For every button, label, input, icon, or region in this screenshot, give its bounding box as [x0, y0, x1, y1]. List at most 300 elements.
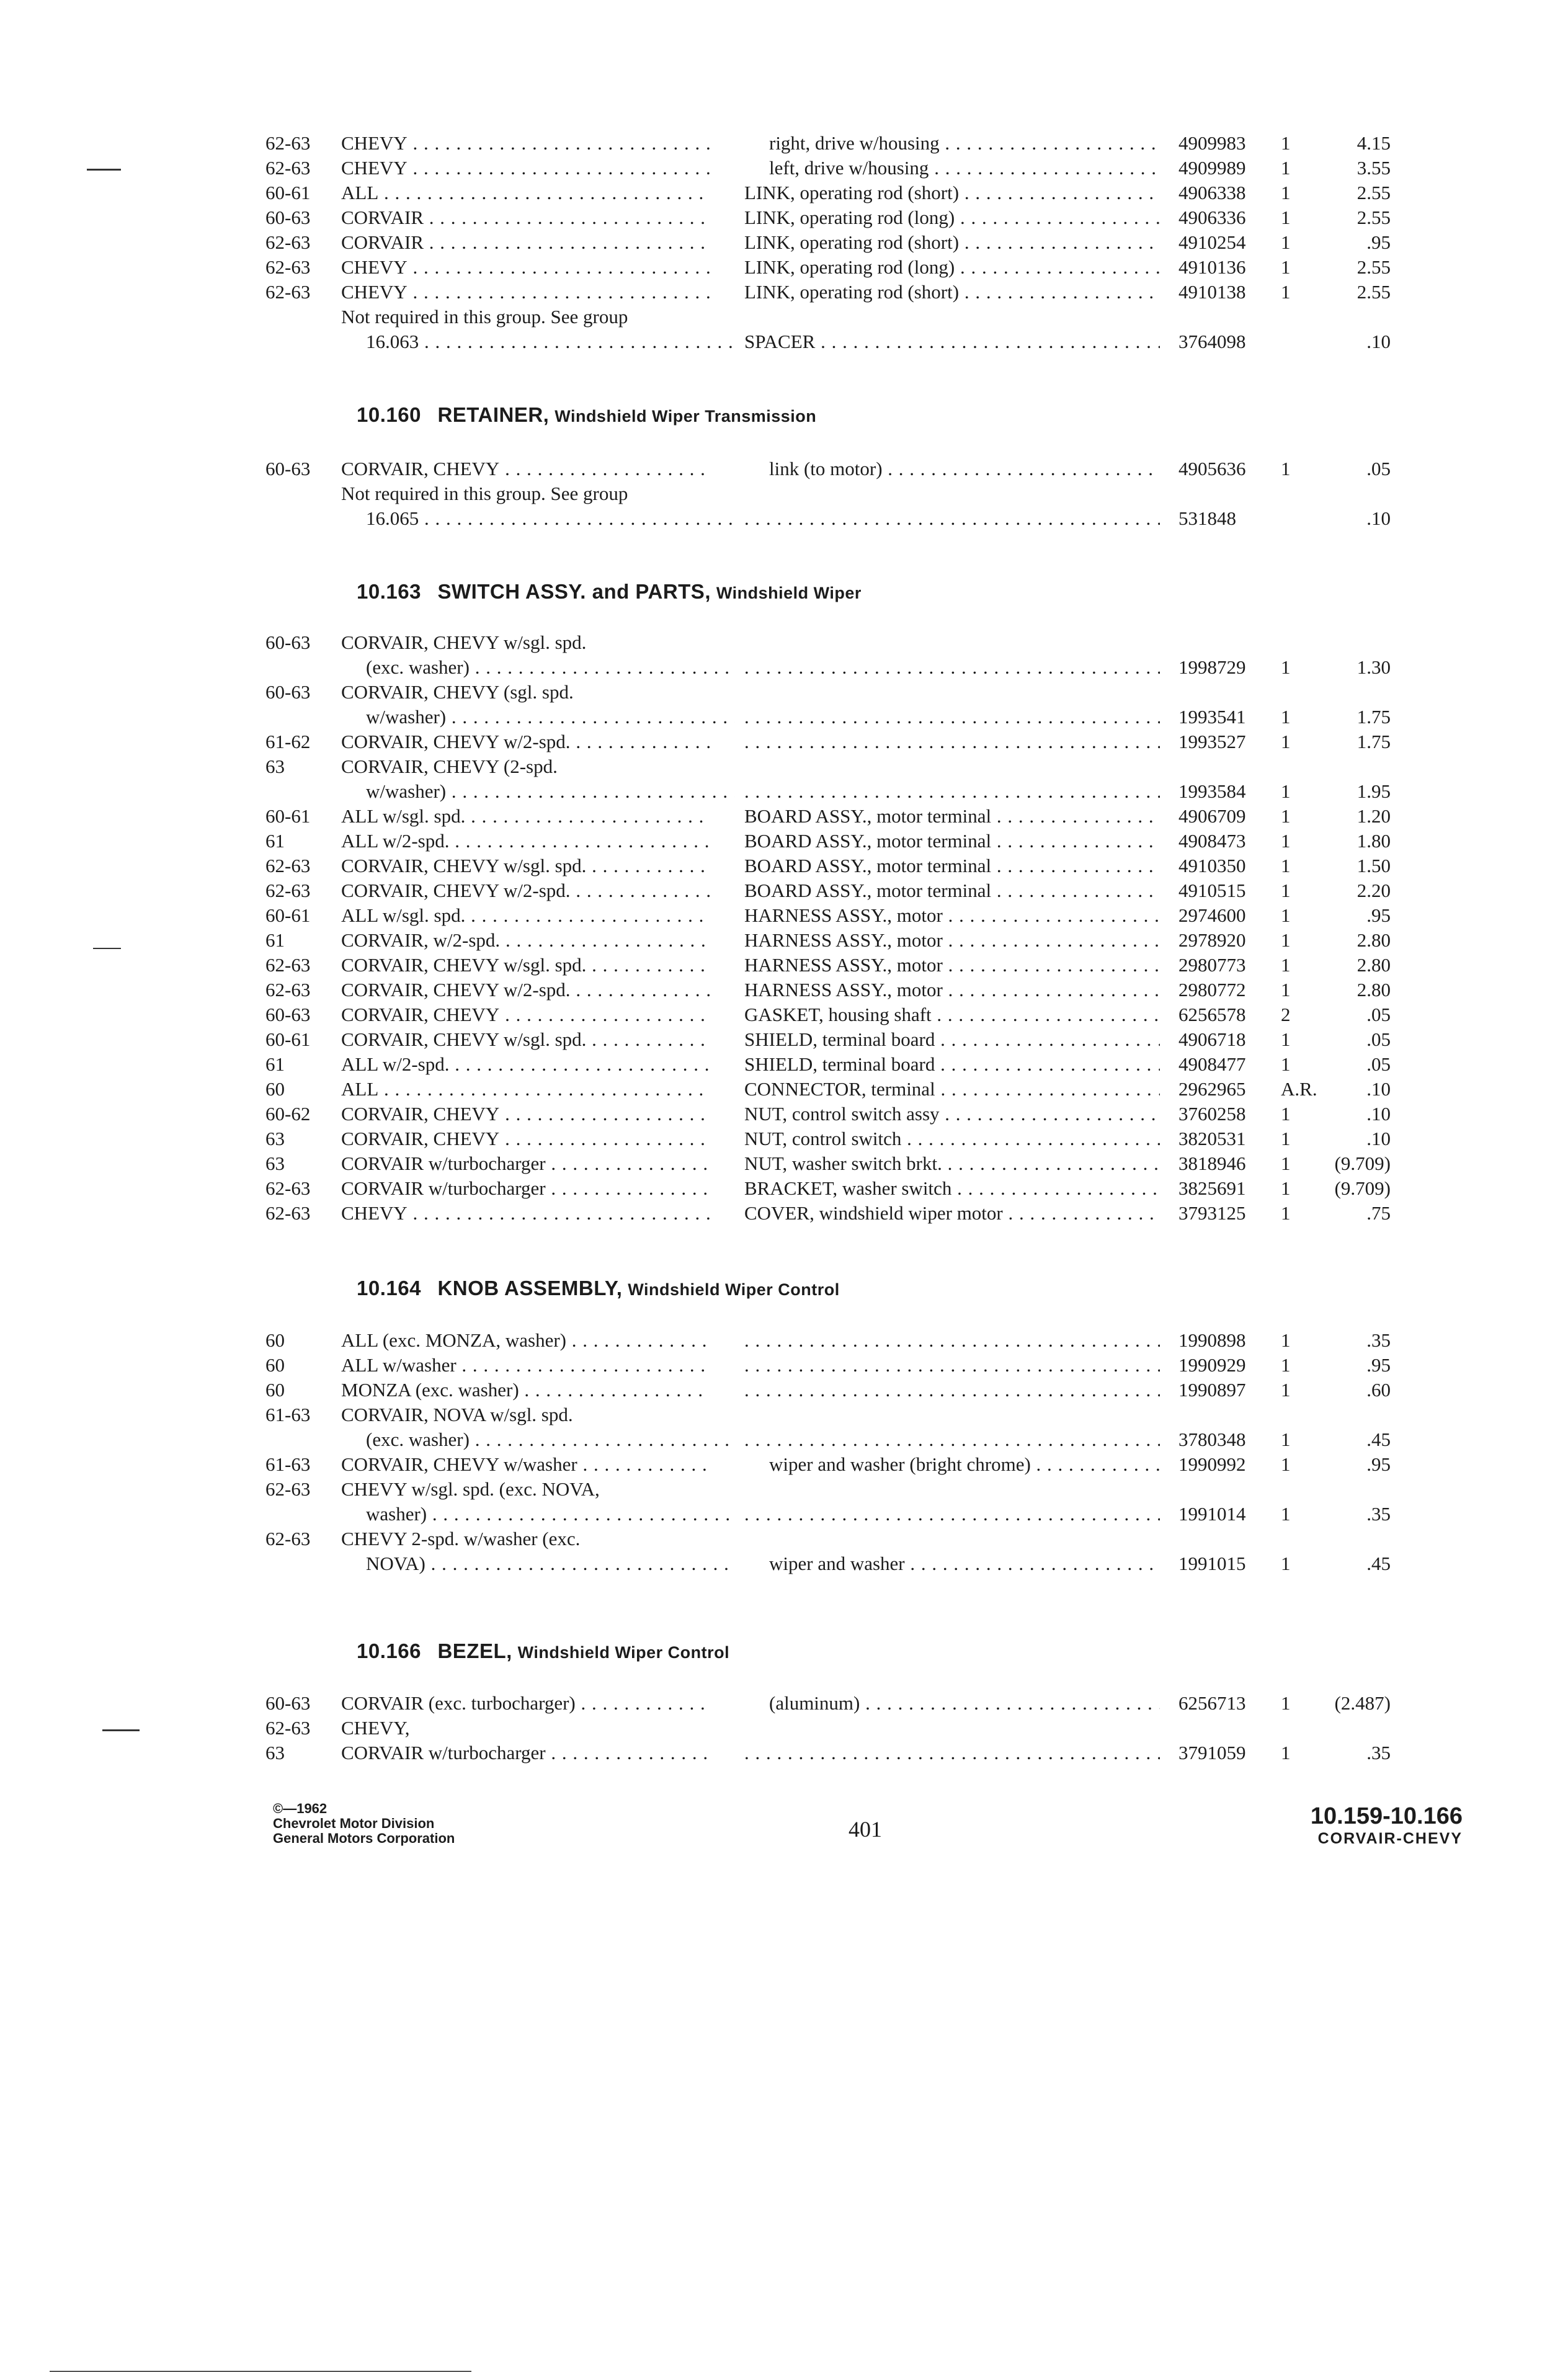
model-application: CORVAIR (exc. turbocharger) . . .	[341, 1690, 710, 1716]
list-price: 2.80	[1356, 929, 1391, 951]
list-price: 2.55	[1356, 182, 1391, 203]
quantity: 1	[1281, 1202, 1291, 1224]
year-range: 62-63	[265, 1177, 311, 1199]
table-row	[0, 1027, 1568, 1051]
section-subtitle: Windshield Wiper Control	[517, 1643, 730, 1662]
part-description: COVER, windshield wiper motor . . .	[744, 1200, 1160, 1226]
part-number: 1990929	[1178, 1354, 1246, 1376]
list-price: 3.55	[1356, 157, 1391, 179]
part-description: NUT, control switch assy . . .	[744, 1101, 1160, 1127]
table-row	[0, 1402, 1568, 1451]
year-range: 62-63	[265, 1528, 311, 1549]
section-name: RETAINER,	[437, 403, 550, 426]
part-description: LINK, operating rod (short) . . .	[744, 230, 1160, 256]
list-price	[1315, 1715, 1391, 1741]
list-price: 2.80	[1356, 954, 1391, 976]
part-number: 6256713	[1178, 1692, 1246, 1714]
model-application: CORVAIR . . .	[341, 205, 710, 231]
part-number: 4910254	[1178, 231, 1246, 253]
part-description: LINK, operating rod (short) . . .	[744, 279, 1160, 305]
margin-mark	[102, 1729, 140, 1731]
part-number: 1991015	[1178, 1553, 1246, 1574]
part-number: 4908477	[1178, 1053, 1246, 1075]
part-description: SPACER . . .	[744, 329, 1160, 355]
model-application: CORVAIR, CHEVY . . .	[341, 456, 710, 482]
model-application: w/washer) . . .	[341, 704, 735, 730]
section-heading-10-166	[357, 1639, 729, 1663]
year-range: 62-63	[265, 1717, 311, 1739]
table-row	[0, 952, 1568, 977]
model-application: CORVAIR, CHEVY (sgl. spd.	[341, 681, 574, 703]
list-price: .95	[1366, 904, 1391, 926]
year-range: 62-63	[265, 855, 311, 876]
quantity: 1	[1281, 1128, 1291, 1149]
year-range	[265, 481, 334, 507]
quantity: 2	[1281, 1004, 1291, 1025]
copyright: ©—1962	[273, 1801, 327, 1816]
table-row	[0, 1076, 1568, 1101]
model-application: Not required in this group. See group	[341, 483, 628, 504]
model-application: CORVAIR, CHEVY w/sgl. spd. . . .	[341, 853, 710, 879]
model-application: CORVAIR, CHEVY . . .	[341, 1126, 710, 1152]
list-price: .10	[1366, 331, 1391, 352]
model-application: CHEVY . . .	[341, 155, 710, 181]
quantity: 1	[1281, 458, 1291, 479]
list-price: .35	[1366, 1742, 1391, 1763]
quantity: 1	[1281, 1692, 1291, 1714]
section-heading-10-163	[357, 580, 862, 604]
part-description	[744, 1352, 1160, 1378]
model-line: CORVAIR-CHEVY	[1317, 1830, 1463, 1847]
model-application: ALL w/2-spd. . . .	[341, 828, 710, 854]
list-price: 2.80	[1356, 979, 1391, 1001]
quantity: 1	[1281, 904, 1291, 926]
list-price: 1.80	[1356, 830, 1391, 852]
table-row	[0, 1526, 1568, 1576]
quantity: 1	[1281, 880, 1291, 901]
part-number: 3825691	[1178, 1177, 1246, 1199]
model-application: CHEVY w/sgl. spd. (exc. NOVA,	[341, 1478, 600, 1500]
model-application: CORVAIR, CHEVY w/sgl. spd. . . .	[341, 1027, 710, 1053]
list-price: .60	[1366, 1379, 1391, 1401]
quantity: 1	[1281, 1028, 1291, 1050]
model-application: ALL . . .	[341, 180, 710, 206]
table-row	[0, 828, 1568, 853]
list-price: .35	[1366, 1503, 1391, 1525]
model-application: w/washer) . . .	[341, 778, 735, 805]
part-description: wiper and washer . . .	[769, 1551, 1160, 1577]
model-application: 16.063 . . .	[341, 329, 735, 355]
model-application: CHEVY . . .	[341, 254, 710, 280]
part-description: HARNESS ASSY., motor . . .	[744, 903, 1160, 929]
part-number	[1178, 1715, 1272, 1741]
part-description: left, drive w/housing . . .	[769, 155, 1160, 181]
section-name: SWITCH ASSY. and PARTS,	[437, 580, 711, 603]
quantity: 1	[1281, 1103, 1291, 1125]
part-description: right, drive w/housing . . .	[769, 130, 1160, 156]
part-number: 4905636	[1178, 458, 1246, 479]
margin-mark	[93, 948, 121, 949]
year-range: 60-61	[265, 182, 311, 203]
quantity: 1	[1281, 256, 1291, 278]
part-description	[744, 704, 1160, 730]
part-number: 1993541	[1178, 706, 1246, 728]
section-heading-10-160	[357, 403, 816, 427]
quantity: 1	[1281, 1354, 1291, 1376]
table-row	[0, 1377, 1568, 1402]
part-description: LINK, operating rod (long) . . .	[744, 254, 1160, 280]
year-range: 60-63	[265, 631, 311, 653]
table-row	[0, 1740, 1568, 1765]
year-range: 60	[265, 1354, 285, 1376]
section-subtitle: Windshield Wiper	[716, 584, 862, 602]
model-application: CORVAIR, CHEVY w/sgl. spd.	[341, 631, 587, 653]
part-number: 4906338	[1178, 182, 1246, 203]
part-number: 4910350	[1178, 855, 1246, 876]
table-row	[0, 130, 1568, 155]
year-range: 63	[265, 756, 285, 777]
section-number: 10.163	[357, 580, 421, 603]
part-description: BOARD ASSY., motor terminal . . .	[744, 853, 1160, 879]
year-range: 61	[265, 1053, 285, 1075]
quantity: 1	[1281, 1742, 1291, 1763]
section-number: 10.166	[357, 1639, 421, 1662]
table-row	[0, 1352, 1568, 1377]
part-description: BRACKET, washer switch . . .	[744, 1175, 1160, 1202]
group-reference	[1311, 1803, 1463, 1848]
list-price: .05	[1366, 1004, 1391, 1025]
list-price: .45	[1366, 1553, 1391, 1574]
model-application: CORVAIR, CHEVY (2-spd.	[341, 756, 558, 777]
model-application: CORVAIR, CHEVY w/washer . . .	[341, 1451, 710, 1478]
section-heading-10-164	[357, 1277, 840, 1300]
quantity: 1	[1281, 954, 1291, 976]
model-application: CORVAIR, w/2-spd. . . .	[341, 927, 710, 953]
list-price: (9.709)	[1334, 1177, 1391, 1199]
list-price: 1.75	[1356, 731, 1391, 752]
year-range: 60-63	[265, 1692, 311, 1714]
list-price: (9.709)	[1334, 1153, 1391, 1174]
part-description: NUT, washer switch brkt. . . .	[744, 1151, 1160, 1177]
list-price: 1.75	[1356, 706, 1391, 728]
part-description	[744, 778, 1160, 805]
quantity: 1	[1281, 1153, 1291, 1174]
table-row	[0, 481, 1568, 530]
list-price: .95	[1366, 1354, 1391, 1376]
section-number: 10.164	[357, 1277, 421, 1300]
year-range: 62-63	[265, 157, 311, 179]
table-row	[0, 1175, 1568, 1200]
part-description: CONNECTOR, terminal . . .	[744, 1076, 1160, 1102]
part-number: 4906336	[1178, 207, 1246, 228]
quantity: 1	[1281, 1429, 1291, 1450]
model-application: ALL . . .	[341, 1076, 710, 1102]
year-range: 62-63	[265, 1202, 311, 1224]
table-row	[0, 803, 1568, 828]
model-application: CHEVY 2-spd. w/washer (exc.	[341, 1528, 581, 1549]
part-number: 3793125	[1178, 1202, 1246, 1224]
quantity: 1	[1281, 805, 1291, 827]
year-range: 63	[265, 1128, 285, 1149]
model-application: CORVAIR . . .	[341, 230, 710, 256]
model-application: ALL w/sgl. spd. . . .	[341, 903, 710, 929]
part-number: 4909983	[1178, 132, 1246, 154]
table-row	[0, 1327, 1568, 1352]
table-row	[0, 1476, 1568, 1526]
table-row	[0, 1101, 1568, 1126]
part-description	[744, 506, 1160, 532]
quantity: 1	[1281, 1329, 1291, 1351]
quantity: 1	[1281, 731, 1291, 752]
part-number: 1990898	[1178, 1329, 1246, 1351]
list-price: .10	[1366, 1103, 1391, 1125]
year-range: 62-63	[265, 1478, 311, 1500]
table-row	[0, 155, 1568, 180]
part-number: 4910136	[1178, 256, 1246, 278]
year-range	[265, 304, 334, 330]
list-price: .95	[1366, 231, 1391, 253]
table-row	[0, 205, 1568, 230]
part-number: 4908473	[1178, 830, 1246, 852]
part-description: link (to motor) . . .	[769, 456, 1160, 482]
year-range: 61	[265, 929, 285, 951]
part-description: BOARD ASSY., motor terminal . . .	[744, 878, 1160, 904]
year-range: 62-63	[265, 954, 311, 976]
quantity: 1	[1281, 979, 1291, 1001]
model-application: CORVAIR, CHEVY . . .	[341, 1002, 710, 1028]
table-row	[0, 1051, 1568, 1076]
table-row	[0, 878, 1568, 903]
list-price: .75	[1366, 1202, 1391, 1224]
quantity: 1	[1281, 830, 1291, 852]
list-price: .35	[1366, 1329, 1391, 1351]
list-price: 2.55	[1356, 281, 1391, 303]
section-number: 10.160	[357, 403, 421, 426]
list-price: 1.50	[1356, 855, 1391, 876]
quantity: 1	[1281, 929, 1291, 951]
table-row	[0, 1690, 1568, 1715]
model-application: CORVAIR, CHEVY w/sgl. spd. . . .	[341, 952, 710, 978]
year-range: 60	[265, 1379, 285, 1401]
part-description: GASKET, housing shaft . . .	[744, 1002, 1160, 1028]
year-range: 60-61	[265, 805, 311, 827]
part-number: 1990897	[1178, 1379, 1246, 1401]
year-range: 61-62	[265, 731, 311, 752]
year-range: 61	[265, 830, 285, 852]
part-number: 2980773	[1178, 954, 1246, 976]
part-number: 1993584	[1178, 780, 1246, 802]
year-range: 60-63	[265, 207, 311, 228]
part-number: 4906709	[1178, 805, 1246, 827]
list-price: .10	[1366, 1078, 1391, 1100]
part-number: 6256578	[1178, 1004, 1246, 1025]
part-description: HARNESS ASSY., motor . . .	[744, 977, 1160, 1003]
part-number: 4910138	[1178, 281, 1246, 303]
table-row	[0, 304, 1568, 354]
table-row	[0, 853, 1568, 878]
quantity: A.R.	[1281, 1078, 1317, 1100]
part-number: 4906718	[1178, 1028, 1246, 1050]
part-description: BOARD ASSY., motor terminal . . .	[744, 803, 1160, 829]
model-application: ALL w/2-spd. . . .	[341, 1051, 710, 1077]
model-application: NOVA) . . .	[341, 1551, 735, 1577]
part-description: HARNESS ASSY., motor . . .	[744, 952, 1160, 978]
table-row	[0, 230, 1568, 254]
publisher-block	[273, 1801, 455, 1846]
part-number: 531848	[1178, 507, 1236, 529]
part-number: 1991014	[1178, 1503, 1246, 1525]
list-price: 1.95	[1356, 780, 1391, 802]
section-name: BEZEL,	[437, 1639, 512, 1662]
year-range: 60	[265, 1078, 285, 1100]
table-row	[0, 754, 1568, 803]
part-number: 3791059	[1178, 1742, 1246, 1763]
year-range: 60-63	[265, 1004, 311, 1025]
corporation-name: General Motors Corporation	[273, 1830, 455, 1846]
list-price: 2.55	[1356, 207, 1391, 228]
quantity: 1	[1281, 182, 1291, 203]
table-row	[0, 977, 1568, 1002]
quantity: 1	[1281, 1503, 1291, 1525]
part-number: 1990992	[1178, 1453, 1246, 1475]
year-range: 60-63	[265, 458, 311, 479]
part-number: 4909989	[1178, 157, 1246, 179]
table-row	[0, 1715, 1568, 1740]
section-name: KNOB ASSEMBLY,	[437, 1277, 623, 1300]
margin-mark	[87, 169, 121, 171]
table-row	[0, 180, 1568, 205]
table-row	[0, 1151, 1568, 1175]
table-row	[0, 1200, 1568, 1225]
model-application: CORVAIR, NOVA w/sgl. spd.	[341, 1404, 573, 1425]
part-description: HARNESS ASSY., motor . . .	[744, 927, 1160, 953]
year-range: 60	[265, 1329, 285, 1351]
model-application: CORVAIR w/turbocharger . . .	[341, 1175, 710, 1202]
quantity: 1	[1281, 281, 1291, 303]
part-description: BOARD ASSY., motor terminal . . .	[744, 828, 1160, 854]
part-number: 1998729	[1178, 656, 1246, 678]
model-application: MONZA (exc. washer) . . .	[341, 1377, 710, 1403]
list-price: (2.487)	[1334, 1692, 1391, 1714]
part-number: 3764098	[1178, 331, 1246, 352]
model-application: CORVAIR w/turbocharger . . .	[341, 1740, 710, 1766]
part-description	[744, 1427, 1160, 1453]
table-row	[0, 630, 1568, 679]
quantity: 1	[1281, 132, 1291, 154]
year-range: 61-63	[265, 1453, 311, 1475]
section-subtitle: Windshield Wiper Control	[628, 1280, 840, 1299]
part-description	[744, 1501, 1160, 1527]
list-price: .05	[1366, 1028, 1391, 1050]
group-range: 10.159-10.166	[1310, 1803, 1463, 1829]
part-description: SHIELD, terminal board . . .	[744, 1027, 1160, 1053]
part-description	[744, 654, 1160, 680]
list-price: .95	[1366, 1453, 1391, 1475]
year-range: 60-61	[265, 1028, 311, 1050]
table-row	[0, 903, 1568, 927]
model-application: CORVAIR, CHEVY w/2-spd. . . .	[341, 977, 710, 1003]
year-range: 62-63	[265, 880, 311, 901]
quantity: 1	[1281, 1453, 1291, 1475]
model-application: CHEVY . . .	[341, 130, 710, 156]
part-description: (aluminum) . . .	[769, 1690, 1160, 1716]
model-application: CHEVY,	[341, 1717, 410, 1739]
part-description: LINK, operating rod (short) . . .	[744, 180, 1160, 206]
model-application: CHEVY . . .	[341, 279, 710, 305]
model-application: (exc. washer) . . .	[341, 654, 735, 680]
model-application: CORVAIR w/turbocharger . . .	[341, 1151, 710, 1177]
year-range: 60-61	[265, 904, 311, 926]
quantity: 1	[1281, 855, 1291, 876]
model-application: ALL w/sgl. spd. . . .	[341, 803, 710, 829]
part-number: 2962965	[1178, 1078, 1246, 1100]
part-description: NUT, control switch . . .	[744, 1126, 1160, 1152]
division-name: Chevrolet Motor Division	[273, 1816, 435, 1831]
year-range: 62-63	[265, 256, 311, 278]
part-number: 3780348	[1178, 1429, 1246, 1450]
table-row	[0, 1451, 1568, 1476]
part-number: 2980772	[1178, 979, 1246, 1001]
part-description	[744, 729, 1160, 755]
model-application: Not required in this group. See group	[341, 306, 628, 328]
table-row	[0, 254, 1568, 279]
part-description	[744, 1740, 1160, 1766]
model-application: CORVAIR, CHEVY w/2-spd. . . .	[341, 878, 710, 904]
part-number: 3818946	[1178, 1153, 1246, 1174]
table-row	[0, 927, 1568, 952]
model-application: CORVAIR, CHEVY w/2-spd. . . .	[341, 729, 710, 755]
list-price: .05	[1366, 458, 1391, 479]
quantity: 1	[1281, 1177, 1291, 1199]
part-description: LINK, operating rod (long) . . .	[744, 205, 1160, 231]
list-price: .10	[1366, 1128, 1391, 1149]
model-application: ALL (exc. MONZA, washer) . . .	[341, 1327, 710, 1353]
quantity: 1	[1281, 706, 1291, 728]
quantity: 1	[1281, 780, 1291, 802]
year-range: 63	[265, 1153, 285, 1174]
list-price: .05	[1366, 1053, 1391, 1075]
model-application: washer) . . .	[341, 1501, 735, 1527]
table-row	[0, 729, 1568, 754]
year-range: 60-62	[265, 1103, 311, 1125]
year-range: 63	[265, 1742, 285, 1763]
year-range: 62-63	[265, 231, 311, 253]
list-price: 1.30	[1356, 656, 1391, 678]
part-number: 3820531	[1178, 1128, 1246, 1149]
model-application: (exc. washer) . . .	[341, 1427, 735, 1453]
part-number: 2978920	[1178, 929, 1246, 951]
table-row	[0, 1002, 1568, 1027]
page-number: 401	[849, 1817, 882, 1842]
list-price: 2.20	[1356, 880, 1391, 901]
part-number: 2974600	[1178, 904, 1246, 926]
year-range: 60-63	[265, 681, 311, 703]
table-row	[0, 1126, 1568, 1151]
part-description	[744, 1377, 1160, 1403]
list-price: 2.55	[1356, 256, 1391, 278]
quantity: 1	[1281, 1053, 1291, 1075]
list-price: 1.20	[1356, 805, 1391, 827]
model-application: ALL w/washer . . .	[341, 1352, 710, 1378]
quantity: 1	[1281, 157, 1291, 179]
section-subtitle: Windshield Wiper Transmission	[555, 407, 817, 426]
model-application: CORVAIR, CHEVY . . .	[341, 1101, 710, 1127]
year-range: 62-63	[265, 281, 311, 303]
part-description	[744, 1327, 1160, 1353]
table-row	[0, 456, 1568, 481]
quantity: 1	[1281, 207, 1291, 228]
model-application: CHEVY . . .	[341, 1200, 710, 1226]
